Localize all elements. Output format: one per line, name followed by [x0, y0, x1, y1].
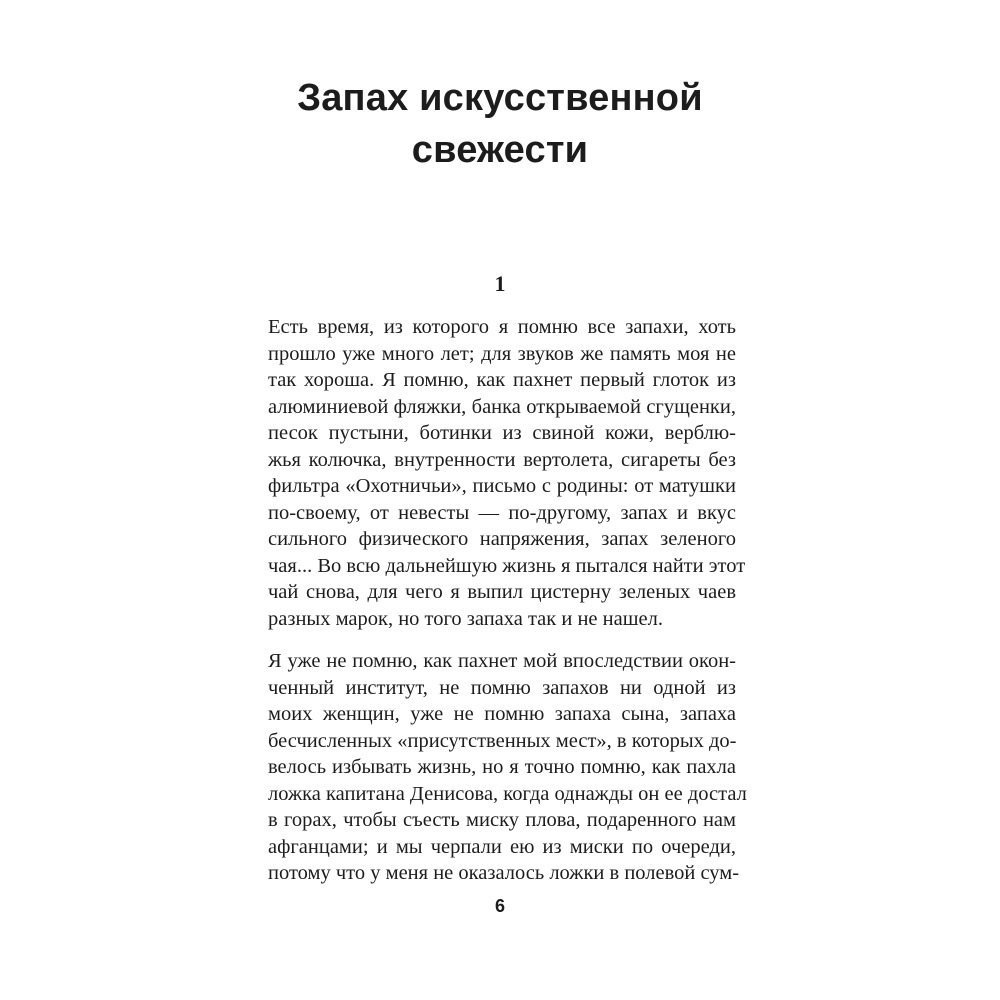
- text-line: сильного физического напряжения, запах зеленого: [268, 528, 736, 550]
- text-line: чай снова, для чего я выпил цистерну зеленых чаев: [268, 581, 736, 603]
- text-line: по-своему, от невесты — по-другому, запах и вкус: [268, 501, 736, 524]
- text-line: потому что у меня не оказалось ложки в полевой сум-: [268, 862, 740, 884]
- text-line: ложка капитана Денисова, когда однажды он ее достал: [268, 782, 747, 805]
- body-text: [268, 314, 747, 887]
- text-line: в горах, чтобы съесть миску плова, подаренного нам: [268, 809, 736, 831]
- text-line: алюминиевой фляжки, банка открываемой сгущенки,: [268, 395, 736, 418]
- text-line: чая... Во всю дальнейшую жизнь я пытался найти этот: [268, 554, 746, 577]
- chapter-title-line: Запах искусственной: [297, 77, 703, 119]
- text-line: фильтра «Охотничьи», письмо с родины: от матушки: [268, 475, 736, 497]
- text-line: Я уже не помню, как пахнет мой впоследствии окон-: [268, 650, 736, 672]
- chapter-title-line: свежести: [411, 129, 589, 171]
- chapter-title: [200, 72, 800, 176]
- text-line: прошло уже много лет; для звуков же память моя не: [268, 342, 736, 365]
- text-line: разных марок, но того запаха так и не нашел.: [268, 607, 663, 630]
- text-line: моих женщин, уже не помню запаха сына, запаха: [268, 703, 736, 725]
- section-number: 1: [494, 271, 506, 296]
- text-line: песок пустыни, ботинки из свиной кожи, верблю-: [268, 422, 736, 444]
- text-line: велось избывать жизнь, но я точно помню, как пахла: [268, 756, 736, 778]
- text-line: ченный институт, не помню запахов ни одной из: [268, 676, 736, 699]
- text-line: афганцами; и мы черпали ею из миски по очереди,: [268, 835, 736, 858]
- text-line: бесчисленных «присутственных мест», в которых до-: [268, 729, 737, 752]
- text-line: Есть время, из которого я помню все запахи, хоть: [268, 316, 736, 338]
- text-line: жья колючка, внутренности вертолета, сигареты без: [268, 448, 736, 471]
- paragraph-1: [268, 314, 746, 632]
- paragraph-2: [268, 648, 747, 887]
- text-line: так хороша. Я помню, как пахнет первый глоток из: [268, 369, 736, 391]
- page-number: 6: [494, 896, 505, 916]
